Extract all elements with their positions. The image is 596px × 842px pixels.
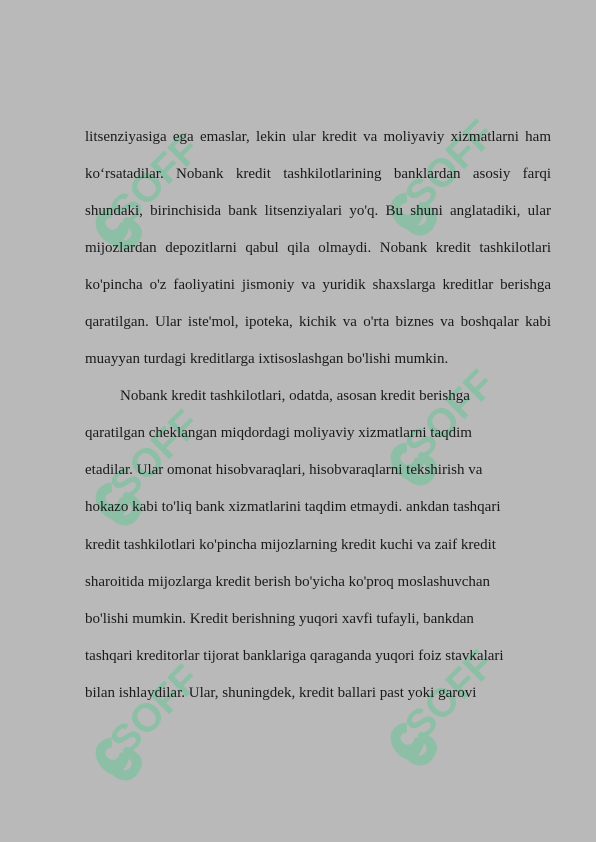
watermark-text: SOFF: [101, 126, 209, 234]
watermark-text: SOFF: [101, 656, 209, 764]
text-line: bo'lishi mumkin. Kredit berishning yuqori xavfi tufayli, bankdan: [85, 610, 474, 627]
watermark-text: SOFF: [396, 361, 504, 469]
text-line: mijozlardan depozitlarni qabul qila olmaydi. Nobank kredit tashkilotlari: [85, 240, 551, 257]
text-line: litsenziyasiga ega emaslar, lekin ular kredit va moliyaviy xizmatlarni ham: [85, 129, 551, 145]
text-line: Nobank kredit tashkilotlari, odatda, asosan kredit berishga: [120, 388, 470, 405]
watermark-text: SOFF: [101, 401, 209, 509]
text-line: muayyan turdagi kreditlarga ixtisoslashgan bo'lishi mumkin.: [85, 351, 449, 368]
text-line: tashqari kreditorlar tijorat banklariga qaraganda yuqori foiz stavkalari: [85, 647, 504, 664]
text-line: ko‘rsatadilar. Nobank kredit tashkilotlarining banklardan asosiy farqi: [85, 166, 551, 183]
text-line: etadilar. Ular omonat hisobvaraqlari, hisobvaraqlarni tekshirish va: [85, 462, 483, 479]
text-line: kredit tashkilotlari ko'pincha mijozlarning kredit kuchi va zaif kredit: [85, 536, 496, 553]
text-line: qaratilgan cheklangan miqdordagi moliyaviy xizmatlarni taqdim: [85, 425, 472, 442]
text-line: hokazo kabi to'liq bank xizmatlarini taqdim etmaydi. ankdan tashqari: [85, 499, 501, 516]
text-line: sharoitida mijozlarga kredit berish bo'yicha ko'proq moslashuvchan: [85, 573, 491, 590]
document-text: [85, 125, 551, 718]
watermark-text: SOFF: [396, 111, 504, 219]
text-line: ko'pincha o'z faoliyatini jismoniy va yuridik shaxslarga kreditlar berishga: [85, 277, 551, 294]
text-line: shundaki, birinchisida bank litsenziyalari yo'q. Bu shuni anglatadiki, ular: [85, 203, 551, 220]
watermark-text: SOFF: [396, 641, 504, 749]
text-line: qaratilgan. Ular iste'mol, ipoteka, kichik va o'rta biznes va boshqalar kabi: [85, 314, 551, 331]
text-line: bilan ishlaydilar. Ular, shuningdek, kredit ballari past yoki garovi: [85, 684, 477, 701]
